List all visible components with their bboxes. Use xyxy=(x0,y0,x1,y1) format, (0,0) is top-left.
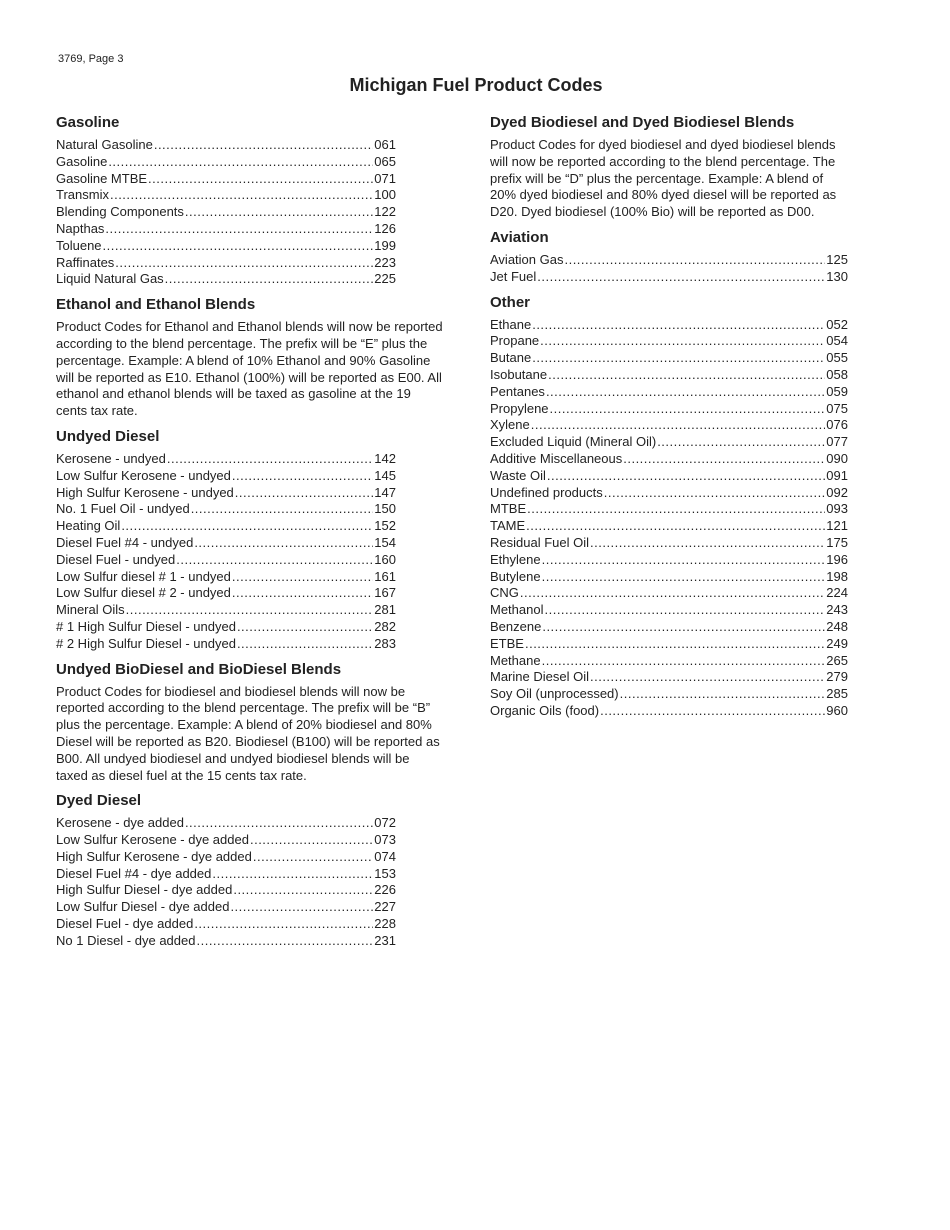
product-code-row xyxy=(490,535,848,552)
page-reference: 3769, Page 3 xyxy=(58,53,124,65)
dot-leader xyxy=(212,866,373,883)
product-name: CNG xyxy=(490,585,519,601)
dot-leader xyxy=(550,401,826,418)
dot-leader xyxy=(232,585,373,602)
product-code: 265 xyxy=(826,652,848,668)
dot-leader xyxy=(176,552,373,569)
product-code-row xyxy=(56,255,396,272)
product-code: 243 xyxy=(826,602,848,618)
dot-leader xyxy=(250,832,373,849)
product-code-row xyxy=(56,882,396,899)
section-heading-gasoline: Gasoline xyxy=(56,114,120,131)
product-code: 093 xyxy=(826,501,848,517)
product-name: Additive Miscellaneous xyxy=(490,450,623,466)
product-code: 072 xyxy=(374,815,396,831)
product-name: Isobutane xyxy=(490,366,548,382)
dot-leader xyxy=(108,154,373,171)
product-name: Liquid Natural Gas xyxy=(56,271,164,287)
product-code-row xyxy=(490,703,848,720)
dot-leader xyxy=(537,269,825,286)
product-code-row xyxy=(490,269,848,286)
product-name: Blending Components xyxy=(56,204,184,220)
product-code-row xyxy=(490,384,848,401)
product-code: 281 xyxy=(374,602,396,618)
product-name: Mineral Oils xyxy=(56,602,125,618)
product-code-row xyxy=(56,569,396,586)
product-code-row xyxy=(490,468,848,485)
product-code-row xyxy=(490,350,848,367)
product-code: 090 xyxy=(826,450,848,466)
product-code: 279 xyxy=(826,669,848,685)
product-code: 142 xyxy=(374,450,396,466)
dot-leader xyxy=(185,204,373,221)
product-code-row xyxy=(56,468,396,485)
product-code-row xyxy=(56,221,396,238)
dot-leader xyxy=(196,933,373,950)
dot-leader xyxy=(590,535,825,552)
product-code-row xyxy=(490,333,848,350)
product-name: Natural Gasoline xyxy=(56,137,153,152)
product-name: Gasoline MTBE xyxy=(56,170,148,186)
product-code-row xyxy=(56,204,396,221)
product-code-row xyxy=(56,171,396,188)
product-name: No. 1 Fuel Oil - undyed xyxy=(56,501,190,517)
dot-leader xyxy=(154,137,373,154)
product-code-row xyxy=(490,569,848,586)
section-heading-dyed-diesel: Dyed Diesel xyxy=(56,792,142,810)
product-name: Soy Oil (unprocessed) xyxy=(490,686,619,702)
product-name: Ethane xyxy=(490,316,532,332)
product-name: Aviation Gas xyxy=(490,251,564,267)
ethanol-description: Product Codes for Ethanol and Ethanol blends will now be reported according to the blend percentage. The prefix will be “E” plus the percentage. Example: A blend of 10% Ethanol and 90% Gasoline will be reported as E10. Ethanol (100%) will be reported as E00. All ethanol and ethanol blends will be taxed as gasoline at the 19 cents tax rate. xyxy=(56,319,443,419)
dot-leader xyxy=(148,171,373,188)
product-name: Diesel Fuel #4 - dye added xyxy=(56,865,212,881)
dot-leader xyxy=(657,434,825,451)
product-code: 054 xyxy=(826,333,848,349)
product-name: Excluded Liquid (Mineral Oil) xyxy=(490,434,657,450)
product-code: 196 xyxy=(826,551,848,567)
product-name: Marine Diesel Oil xyxy=(490,669,589,685)
dot-leader xyxy=(600,703,825,720)
dot-leader xyxy=(194,535,373,552)
dot-leader xyxy=(604,485,826,502)
product-code: 121 xyxy=(826,518,848,534)
dot-leader xyxy=(542,552,826,569)
dyed-biodiesel-description: Product Codes for dyed biodiesel and dyed biodiesel blends will now be reported according to the blend percentage. The prefix will be “D” plus the percentage. Example: A blend of 20% dyed biodiesel and 80% dyed diesel will be reported as D20. Dyed biodiesel (100% Bio) will be reported as D00. xyxy=(490,137,837,220)
product-code-row xyxy=(490,252,848,269)
product-code: 249 xyxy=(826,635,848,651)
product-code: 100 xyxy=(374,187,396,203)
product-code-row xyxy=(56,815,396,832)
product-code-row xyxy=(56,137,396,154)
product-name: Diesel Fuel #4 - undyed xyxy=(56,534,194,550)
dot-leader xyxy=(531,417,826,434)
product-code: 077 xyxy=(826,434,848,450)
product-code: 160 xyxy=(374,551,396,567)
dot-leader xyxy=(103,238,374,255)
product-code: 145 xyxy=(374,467,396,483)
product-code: 231 xyxy=(374,932,396,948)
left-column xyxy=(56,112,444,950)
product-code-row xyxy=(490,401,848,418)
product-code-row xyxy=(56,602,396,619)
product-code-row xyxy=(490,669,848,686)
product-name: Low Sulfur Kerosene - undyed xyxy=(56,467,231,483)
product-code: 152 xyxy=(374,518,396,534)
product-name: No 1 Diesel - dye added xyxy=(56,932,196,948)
product-name: Raffinates xyxy=(56,254,115,270)
dot-leader xyxy=(191,501,374,518)
dot-leader xyxy=(620,686,826,703)
dot-leader xyxy=(546,384,825,401)
dot-leader xyxy=(623,451,825,468)
product-code-row xyxy=(490,485,848,502)
dot-leader xyxy=(165,271,374,288)
dot-leader xyxy=(544,602,825,619)
product-code-row xyxy=(490,602,848,619)
product-code: 055 xyxy=(826,350,848,366)
product-code-row xyxy=(56,899,396,916)
product-name: Butylene xyxy=(490,568,541,584)
product-name: Organic Oils (food) xyxy=(490,702,600,718)
product-name: TAME xyxy=(490,518,526,534)
product-code-row xyxy=(56,619,396,636)
undyed-biodiesel-description: Product Codes for biodiesel and biodiesel blends will now be reported according to the blend percentage. The prefix will be “B” plus the percentage. Example: A blend of 20% biodiesel and 80% Diesel will be reported as B20. Biodiesel (B100) will be reported as B00. All undyed biodiesel and undyed biodiesel blends will be taxed as diesel fuel at the 15 cents tax rate. xyxy=(56,683,440,783)
product-code: 091 xyxy=(826,467,848,483)
dot-leader xyxy=(527,501,825,518)
page-title: Michigan Fuel Product Codes xyxy=(349,75,603,95)
product-code: 153 xyxy=(374,865,396,881)
product-name: Pentanes xyxy=(490,383,545,399)
section-heading-undyed-diesel: Undyed Diesel xyxy=(56,427,160,445)
product-code: 285 xyxy=(826,686,848,702)
product-code: 058 xyxy=(826,366,848,382)
dot-leader xyxy=(232,569,373,586)
product-name: Low Sulfur Diesel - dye added xyxy=(56,899,230,915)
product-code: 122 xyxy=(374,204,396,220)
product-code-row xyxy=(56,849,396,866)
dot-leader xyxy=(167,451,373,468)
section-heading-undyed-biodiesel: Undyed BioDiesel and BioDiesel Blends xyxy=(56,660,342,678)
dot-leader xyxy=(548,367,825,384)
product-name: Gasoline xyxy=(56,153,108,169)
dot-leader xyxy=(110,187,373,204)
product-code-row xyxy=(490,552,848,569)
product-code-row xyxy=(56,866,396,883)
product-code: 061 xyxy=(374,137,396,152)
product-code-row xyxy=(56,535,396,552)
dot-leader xyxy=(525,636,825,653)
product-code: 065 xyxy=(374,153,396,169)
product-name: Heating Oil xyxy=(56,518,121,534)
product-code-row xyxy=(56,187,396,204)
product-code-row xyxy=(56,585,396,602)
product-code-row xyxy=(490,317,848,334)
code-list-gasoline xyxy=(56,137,444,288)
product-code-row xyxy=(490,686,848,703)
product-code: 283 xyxy=(374,635,396,651)
dot-leader xyxy=(126,602,374,619)
code-list-other xyxy=(490,317,850,720)
product-code: 248 xyxy=(826,618,848,634)
dot-leader xyxy=(542,619,825,636)
product-code-row xyxy=(56,238,396,255)
dot-leader xyxy=(532,350,825,367)
product-name: Toluene xyxy=(56,237,102,253)
product-code-row xyxy=(56,916,396,933)
product-name: Waste Oil xyxy=(490,467,546,483)
product-code: 130 xyxy=(826,268,848,284)
product-name: High Sulfur Diesel - dye added xyxy=(56,882,233,898)
product-name: High Sulfur Kerosene - dye added xyxy=(56,848,252,864)
product-name: Undefined products xyxy=(490,484,603,500)
product-name: High Sulfur Kerosene - undyed xyxy=(56,484,234,500)
product-name: Propane xyxy=(490,333,540,349)
product-name: Kerosene - undyed xyxy=(56,450,166,466)
product-name: Residual Fuel Oil xyxy=(490,534,589,550)
product-code: 071 xyxy=(374,170,396,186)
dot-leader xyxy=(542,569,826,586)
product-code-row xyxy=(56,552,396,569)
product-code-row xyxy=(490,653,848,670)
product-name: # 2 High Sulfur Diesel - undyed xyxy=(56,635,236,651)
section-heading-aviation: Aviation xyxy=(490,228,549,246)
dot-leader xyxy=(233,882,373,899)
dot-leader xyxy=(564,252,825,269)
product-code-row xyxy=(490,417,848,434)
dot-leader xyxy=(194,916,373,933)
product-code: 227 xyxy=(374,899,396,915)
product-code: 960 xyxy=(826,702,848,718)
product-code-row xyxy=(490,451,848,468)
product-code-row xyxy=(490,619,848,636)
product-code-row xyxy=(490,585,848,602)
product-code: 161 xyxy=(374,568,396,584)
product-name: Diesel Fuel - undyed xyxy=(56,551,176,567)
product-name: Jet Fuel xyxy=(490,268,537,284)
product-code: 199 xyxy=(374,237,396,253)
section-heading-dyed-biodiesel: Dyed Biodiesel and Dyed Biodiesel Blends xyxy=(490,114,795,131)
product-name: Transmix xyxy=(56,187,109,203)
product-code: 150 xyxy=(374,501,396,517)
code-list-dyed-diesel xyxy=(56,815,444,949)
dot-leader xyxy=(105,221,373,238)
product-code-row xyxy=(56,518,396,535)
dot-leader xyxy=(547,468,825,485)
product-code: 126 xyxy=(374,220,396,236)
right-column xyxy=(490,112,850,720)
product-name: Low Sulfur diesel # 1 - undyed xyxy=(56,568,231,584)
dot-leader xyxy=(526,518,825,535)
dot-leader xyxy=(542,653,826,670)
product-code: 154 xyxy=(374,534,396,550)
dot-leader xyxy=(253,849,373,866)
dot-leader xyxy=(115,255,373,272)
product-code-row xyxy=(56,271,396,288)
dot-leader xyxy=(532,317,825,334)
product-code: 073 xyxy=(374,832,396,848)
product-name: Low Sulfur Kerosene - dye added xyxy=(56,832,249,848)
product-name: Napthas xyxy=(56,220,105,236)
product-code-row xyxy=(490,636,848,653)
product-code: 175 xyxy=(826,534,848,550)
product-code: 075 xyxy=(826,400,848,416)
dot-leader xyxy=(232,468,373,485)
product-code: 198 xyxy=(826,568,848,584)
product-name: Ethylene xyxy=(490,551,541,567)
product-code: 074 xyxy=(374,848,396,864)
product-name: Diesel Fuel - dye added xyxy=(56,916,194,932)
product-name: MTBE xyxy=(490,501,527,517)
dot-leader xyxy=(185,815,373,832)
code-list-aviation xyxy=(490,252,850,286)
product-code-row xyxy=(490,501,848,518)
dot-leader xyxy=(520,585,825,602)
dot-leader xyxy=(590,669,825,686)
product-code-row xyxy=(56,501,396,518)
product-name: Methanol xyxy=(490,602,544,618)
dot-leader xyxy=(237,636,373,653)
product-code-row xyxy=(490,367,848,384)
product-code-row xyxy=(56,451,396,468)
product-code: 224 xyxy=(826,585,848,601)
product-code-row xyxy=(56,154,396,171)
product-code: 092 xyxy=(826,484,848,500)
product-code: 076 xyxy=(826,417,848,433)
dot-leader xyxy=(540,333,825,350)
product-code-row xyxy=(56,832,396,849)
product-name: # 1 High Sulfur Diesel - undyed xyxy=(56,618,236,634)
product-name: ETBE xyxy=(490,635,524,651)
product-code-row xyxy=(490,434,848,451)
product-code-row xyxy=(56,485,396,502)
dot-leader xyxy=(121,518,373,535)
section-heading-other: Other xyxy=(490,293,531,311)
code-list-undyed-diesel xyxy=(56,451,444,653)
product-code: 226 xyxy=(374,882,396,898)
product-name: Xylene xyxy=(490,417,530,433)
product-code: 225 xyxy=(374,271,396,287)
product-code: 282 xyxy=(374,618,396,634)
product-name: Methane xyxy=(490,652,541,668)
product-code-row xyxy=(56,933,396,950)
product-code: 228 xyxy=(374,916,396,932)
product-name: Low Sulfur diesel # 2 - undyed xyxy=(56,585,231,601)
dot-leader xyxy=(237,619,373,636)
dot-leader xyxy=(235,485,374,502)
product-code: 167 xyxy=(374,585,396,601)
product-code-row xyxy=(490,518,848,535)
product-code: 052 xyxy=(826,316,848,332)
product-code: 147 xyxy=(374,484,396,500)
product-name: Butane xyxy=(490,350,532,366)
product-code-row xyxy=(56,636,396,653)
product-code: 223 xyxy=(374,254,396,270)
product-name: Kerosene - dye added xyxy=(56,815,184,831)
product-code: 125 xyxy=(826,251,848,267)
product-code: 059 xyxy=(826,383,848,399)
product-name: Propylene xyxy=(490,400,549,416)
product-name: Benzene xyxy=(490,618,542,634)
section-heading-ethanol: Ethanol and Ethanol Blends xyxy=(56,296,256,314)
dot-leader xyxy=(230,899,373,916)
